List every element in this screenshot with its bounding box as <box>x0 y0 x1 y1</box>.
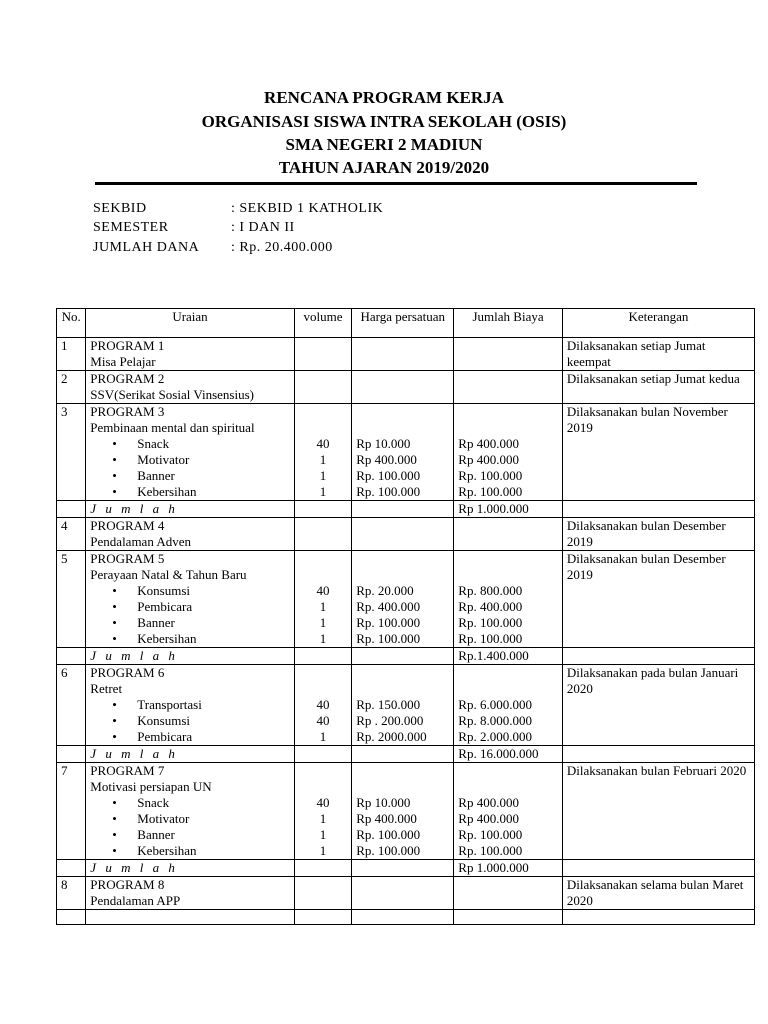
bullet-icon: • <box>112 713 117 728</box>
total-label: J u m l a h <box>86 860 294 877</box>
bullet-icon: • <box>112 484 117 499</box>
item-volume: 1 <box>319 811 327 826</box>
program-subtitle: Pendalaman Adven <box>90 534 192 549</box>
program-keterangan: Dilaksanakan bulan November 2019 <box>562 404 754 501</box>
bullet-icon: • <box>112 583 117 598</box>
program-volume <box>294 518 352 551</box>
item-name: Kebersihan <box>137 843 197 858</box>
list-item <box>90 436 289 452</box>
list-item <box>90 583 289 599</box>
cell-spacer <box>356 420 449 436</box>
meta-value: : SEKBID 1 KATHOLIK <box>231 201 384 216</box>
cell-spacer <box>356 779 449 795</box>
program-number: 2 <box>57 371 86 404</box>
program-uraian <box>86 371 294 404</box>
total-label: J u m l a h <box>86 648 294 665</box>
program-subtitle: Pendalaman APP <box>90 893 181 908</box>
item-harga: Rp 400.000 <box>356 811 417 826</box>
item-jumlah: Rp. 800.000 <box>458 583 523 598</box>
program-keterangan: Dilaksanakan bulan Desember 2019 <box>562 551 754 648</box>
program-uraian <box>86 518 294 551</box>
cell-spacer <box>458 551 558 567</box>
bullet-icon: • <box>112 436 117 451</box>
bullet-icon: • <box>112 615 117 630</box>
cell-spacer <box>299 763 348 779</box>
program-title: PROGRAM 7 <box>90 763 165 778</box>
program-uraian <box>86 763 294 860</box>
total-empty-cell <box>57 648 86 665</box>
program-title: PROGRAM 6 <box>90 665 165 680</box>
program-title: PROGRAM 4 <box>90 518 165 533</box>
program-jumlah <box>454 665 563 746</box>
item-list <box>90 436 289 500</box>
cell-spacer <box>458 420 558 436</box>
total-row <box>57 860 755 877</box>
item-name: Konsumsi <box>137 583 191 598</box>
item-jumlah: Rp. 100.000 <box>458 631 523 646</box>
item-jumlah: Rp. 100.000 <box>458 615 523 630</box>
cell-spacer <box>356 551 449 567</box>
bullet-icon: • <box>112 843 117 858</box>
column-header-jumlah-biaya: Jumlah Biaya <box>454 309 563 338</box>
cell-spacer <box>356 763 449 779</box>
bullet-icon: • <box>112 468 117 483</box>
cell-spacer <box>458 665 558 681</box>
cell-spacer <box>458 681 558 697</box>
item-jumlah: Rp. 2.000.000 <box>458 729 532 744</box>
program-subtitle: Perayaan Natal & Tahun Baru <box>90 567 247 582</box>
total-empty-cell <box>294 648 352 665</box>
total-value: Rp.1.400.000 <box>454 648 563 665</box>
cell-spacer <box>356 681 449 697</box>
column-header-keterangan: Keterangan <box>562 309 754 338</box>
item-harga: Rp 10.000 <box>356 436 411 451</box>
item-jumlah: Rp 400.000 <box>458 436 519 451</box>
program-volume <box>294 338 352 371</box>
column-header-harga: Harga persatuan <box>352 309 454 338</box>
list-item <box>90 599 289 615</box>
program-row <box>57 551 755 648</box>
cell-spacer <box>299 567 348 583</box>
program-number: 5 <box>57 551 86 648</box>
cell-spacer <box>458 567 558 583</box>
total-value: Rp. 16.000.000 <box>454 746 563 763</box>
budget-table <box>56 308 755 925</box>
item-harga: Rp. 100.000 <box>356 827 421 842</box>
program-uraian <box>86 338 294 371</box>
item-name: Pembicara <box>137 599 193 614</box>
cell-spacer <box>356 567 449 583</box>
meta-value: : Rp. 20.400.000 <box>231 240 333 255</box>
blank-cell <box>294 910 352 925</box>
program-keterangan: Dilaksanakan setiap Jumat keempat <box>562 338 754 371</box>
item-harga: Rp. 100.000 <box>356 468 421 483</box>
cell-spacer <box>458 779 558 795</box>
cell-spacer <box>299 779 348 795</box>
item-volume: 1 <box>319 615 327 630</box>
program-row <box>57 518 755 551</box>
total-empty-cell <box>352 860 454 877</box>
bullet-icon: • <box>112 795 117 810</box>
program-number: 4 <box>57 518 86 551</box>
program-harga <box>352 551 454 648</box>
doc-title-line-4: TAHUN AJARAN 2019/2020 <box>278 158 490 177</box>
total-empty-cell <box>562 501 754 518</box>
item-volume: 1 <box>319 827 327 842</box>
program-harga <box>352 371 454 404</box>
item-list <box>90 697 289 745</box>
list-item <box>90 843 289 859</box>
program-uraian <box>86 665 294 746</box>
program-row <box>57 371 755 404</box>
total-empty-cell <box>562 746 754 763</box>
program-subtitle: Misa Pelajar <box>90 354 156 369</box>
item-harga: Rp. 150.000 <box>356 697 421 712</box>
cell-spacer <box>299 420 348 436</box>
program-uraian <box>86 551 294 648</box>
item-volume: 1 <box>319 468 327 483</box>
total-empty-cell <box>562 648 754 665</box>
total-value: Rp 1.000.000 <box>454 501 563 518</box>
program-jumlah <box>454 371 563 404</box>
program-row <box>57 404 755 501</box>
item-name: Banner <box>137 615 175 630</box>
blank-cell <box>86 910 294 925</box>
item-harga: Rp. 100.000 <box>356 615 421 630</box>
total-empty-cell <box>352 648 454 665</box>
item-name: Kebersihan <box>137 631 197 646</box>
program-volume <box>294 665 352 746</box>
column-header-uraian: Uraian <box>86 309 294 338</box>
program-jumlah <box>454 877 563 910</box>
item-harga: Rp. 100.000 <box>356 843 421 858</box>
cell-spacer <box>299 404 348 420</box>
bullet-icon: • <box>112 811 117 826</box>
item-jumlah: Rp 400.000 <box>458 811 519 826</box>
cell-spacer <box>299 551 348 567</box>
cell-spacer <box>356 665 449 681</box>
item-volume: 40 <box>316 713 330 728</box>
item-name: Pembicara <box>137 729 193 744</box>
list-item <box>90 484 289 500</box>
item-name: Transportasi <box>137 697 202 712</box>
total-label: J u m l a h <box>86 746 294 763</box>
item-jumlah: Rp. 100.000 <box>458 843 523 858</box>
program-harga <box>352 518 454 551</box>
item-volume: 40 <box>316 697 330 712</box>
program-volume <box>294 877 352 910</box>
total-empty-cell <box>562 860 754 877</box>
total-empty-cell <box>294 860 352 877</box>
item-volume: 1 <box>319 452 327 467</box>
program-title: PROGRAM 5 <box>90 551 165 566</box>
program-subtitle: Motivasi persiapan UN <box>90 779 212 794</box>
meta-value: : I DAN II <box>231 220 295 235</box>
list-item <box>90 468 289 484</box>
item-volume: 1 <box>319 843 327 858</box>
meta-jumlah-dana <box>93 240 333 256</box>
program-harga <box>352 665 454 746</box>
item-volume: 40 <box>316 583 330 598</box>
list-item <box>90 811 289 827</box>
item-volume: 40 <box>316 436 330 451</box>
program-keterangan: Dilaksanakan bulan Desember 2019 <box>562 518 754 551</box>
program-jumlah <box>454 551 563 648</box>
total-empty-cell <box>57 746 86 763</box>
program-subtitle: Retret <box>90 681 123 696</box>
program-harga <box>352 338 454 371</box>
total-label: J u m l a h <box>86 501 294 518</box>
item-jumlah: Rp. 8.000.000 <box>458 713 532 728</box>
list-item <box>90 452 289 468</box>
bullet-icon: • <box>112 697 117 712</box>
total-empty-cell <box>352 746 454 763</box>
program-number: 8 <box>57 877 86 910</box>
program-uraian <box>86 404 294 501</box>
item-name: Snack <box>137 795 170 810</box>
list-item <box>90 827 289 843</box>
list-item <box>90 615 289 631</box>
item-volume: 1 <box>319 484 327 499</box>
item-name: Konsumsi <box>137 713 191 728</box>
program-harga <box>352 763 454 860</box>
item-harga: Rp. 2000.000 <box>356 729 427 744</box>
total-empty-cell <box>57 860 86 877</box>
bullet-icon: • <box>112 631 117 646</box>
item-jumlah: Rp. 100.000 <box>458 468 523 483</box>
item-name: Banner <box>137 827 175 842</box>
program-volume <box>294 404 352 501</box>
program-row <box>57 665 755 746</box>
list-item <box>90 713 289 729</box>
cell-spacer <box>458 404 558 420</box>
program-number: 1 <box>57 338 86 371</box>
cell-spacer <box>299 681 348 697</box>
program-subtitle: Pembinaan mental dan spiritual <box>90 420 255 435</box>
blank-cell <box>352 910 454 925</box>
program-title: PROGRAM 8 <box>90 877 165 892</box>
item-name: Snack <box>137 436 170 451</box>
program-harga <box>352 404 454 501</box>
program-title: PROGRAM 2 <box>90 371 165 386</box>
doc-title-line-1: RENCANA PROGRAM KERJA <box>264 88 504 107</box>
program-volume <box>294 763 352 860</box>
bullet-icon: • <box>112 452 117 467</box>
list-item <box>90 697 289 713</box>
list-item <box>90 729 289 745</box>
item-volume: 40 <box>316 795 330 810</box>
bullet-icon: • <box>112 827 117 842</box>
program-keterangan: Dilaksanakan pada bulan Januari 2020 <box>562 665 754 746</box>
item-list <box>90 583 289 647</box>
item-jumlah: Rp. 100.000 <box>458 827 523 842</box>
program-jumlah <box>454 763 563 860</box>
item-harga: Rp . 200.000 <box>356 713 424 728</box>
program-jumlah <box>454 338 563 371</box>
meta-semester <box>93 220 295 236</box>
item-volume: 1 <box>319 729 327 744</box>
cell-spacer <box>356 404 449 420</box>
program-title: PROGRAM 3 <box>90 404 165 419</box>
item-harga: Rp. 400.000 <box>356 599 421 614</box>
item-name: Motivator <box>137 811 190 826</box>
item-jumlah: Rp. 100.000 <box>458 484 523 499</box>
item-jumlah: Rp 400.000 <box>458 795 519 810</box>
total-empty-cell <box>294 501 352 518</box>
cell-spacer <box>299 665 348 681</box>
blank-cell <box>57 910 86 925</box>
program-title: PROGRAM 1 <box>90 338 165 353</box>
total-row <box>57 501 755 518</box>
meta-label: SEKBID <box>93 201 147 216</box>
program-row <box>57 877 755 910</box>
column-header-volume: volume <box>294 309 352 338</box>
item-harga: Rp 400.000 <box>356 452 417 467</box>
doc-title-line-2: ORGANISASI SISWA INTRA SEKOLAH (OSIS) <box>201 112 567 131</box>
item-jumlah: Rp. 400.000 <box>458 599 523 614</box>
column-header-no: No. <box>57 309 86 338</box>
title-divider <box>95 182 697 185</box>
total-empty-cell <box>294 746 352 763</box>
total-value: Rp 1.000.000 <box>454 860 563 877</box>
item-name: Motivator <box>137 452 190 467</box>
program-volume <box>294 551 352 648</box>
total-row <box>57 746 755 763</box>
total-empty-cell <box>352 501 454 518</box>
total-empty-cell <box>57 501 86 518</box>
item-jumlah: Rp. 6.000.000 <box>458 697 532 712</box>
program-number: 3 <box>57 404 86 501</box>
list-item <box>90 795 289 811</box>
program-subtitle: SSV(Serikat Sosial Vinsensius) <box>90 387 254 402</box>
meta-sekbid <box>93 201 383 217</box>
program-uraian <box>86 877 294 910</box>
program-number: 6 <box>57 665 86 746</box>
table-header-row <box>57 309 755 338</box>
program-harga <box>352 877 454 910</box>
program-keterangan: Dilaksanakan bulan Februari 2020 <box>562 763 754 860</box>
program-volume <box>294 371 352 404</box>
program-jumlah <box>454 518 563 551</box>
blank-cell <box>454 910 563 925</box>
program-keterangan: Dilaksanakan setiap Jumat kedua <box>562 371 754 404</box>
program-row <box>57 763 755 860</box>
item-name: Kebersihan <box>137 484 197 499</box>
blank-cell <box>562 910 754 925</box>
program-keterangan: Dilaksanakan selama bulan Maret 2020 <box>562 877 754 910</box>
item-volume: 1 <box>319 599 327 614</box>
program-jumlah <box>454 404 563 501</box>
item-name: Banner <box>137 468 175 483</box>
list-item <box>90 631 289 647</box>
item-harga: Rp 10.000 <box>356 795 411 810</box>
bullet-icon: • <box>112 599 117 614</box>
doc-title-line-3: SMA NEGERI 2 MADIUN <box>285 135 483 154</box>
total-row <box>57 648 755 665</box>
item-volume: 1 <box>319 631 327 646</box>
meta-label: JUMLAH DANA <box>93 240 200 255</box>
meta-label: SEMESTER <box>93 220 169 235</box>
program-number: 7 <box>57 763 86 860</box>
item-list <box>90 795 289 859</box>
item-jumlah: Rp 400.000 <box>458 452 519 467</box>
item-harga: Rp. 100.000 <box>356 484 421 499</box>
item-harga: Rp. 100.000 <box>356 631 421 646</box>
cell-spacer <box>458 763 558 779</box>
blank-row <box>57 910 755 925</box>
program-row <box>57 338 755 371</box>
item-harga: Rp. 20.000 <box>356 583 414 598</box>
bullet-icon: • <box>112 729 117 744</box>
